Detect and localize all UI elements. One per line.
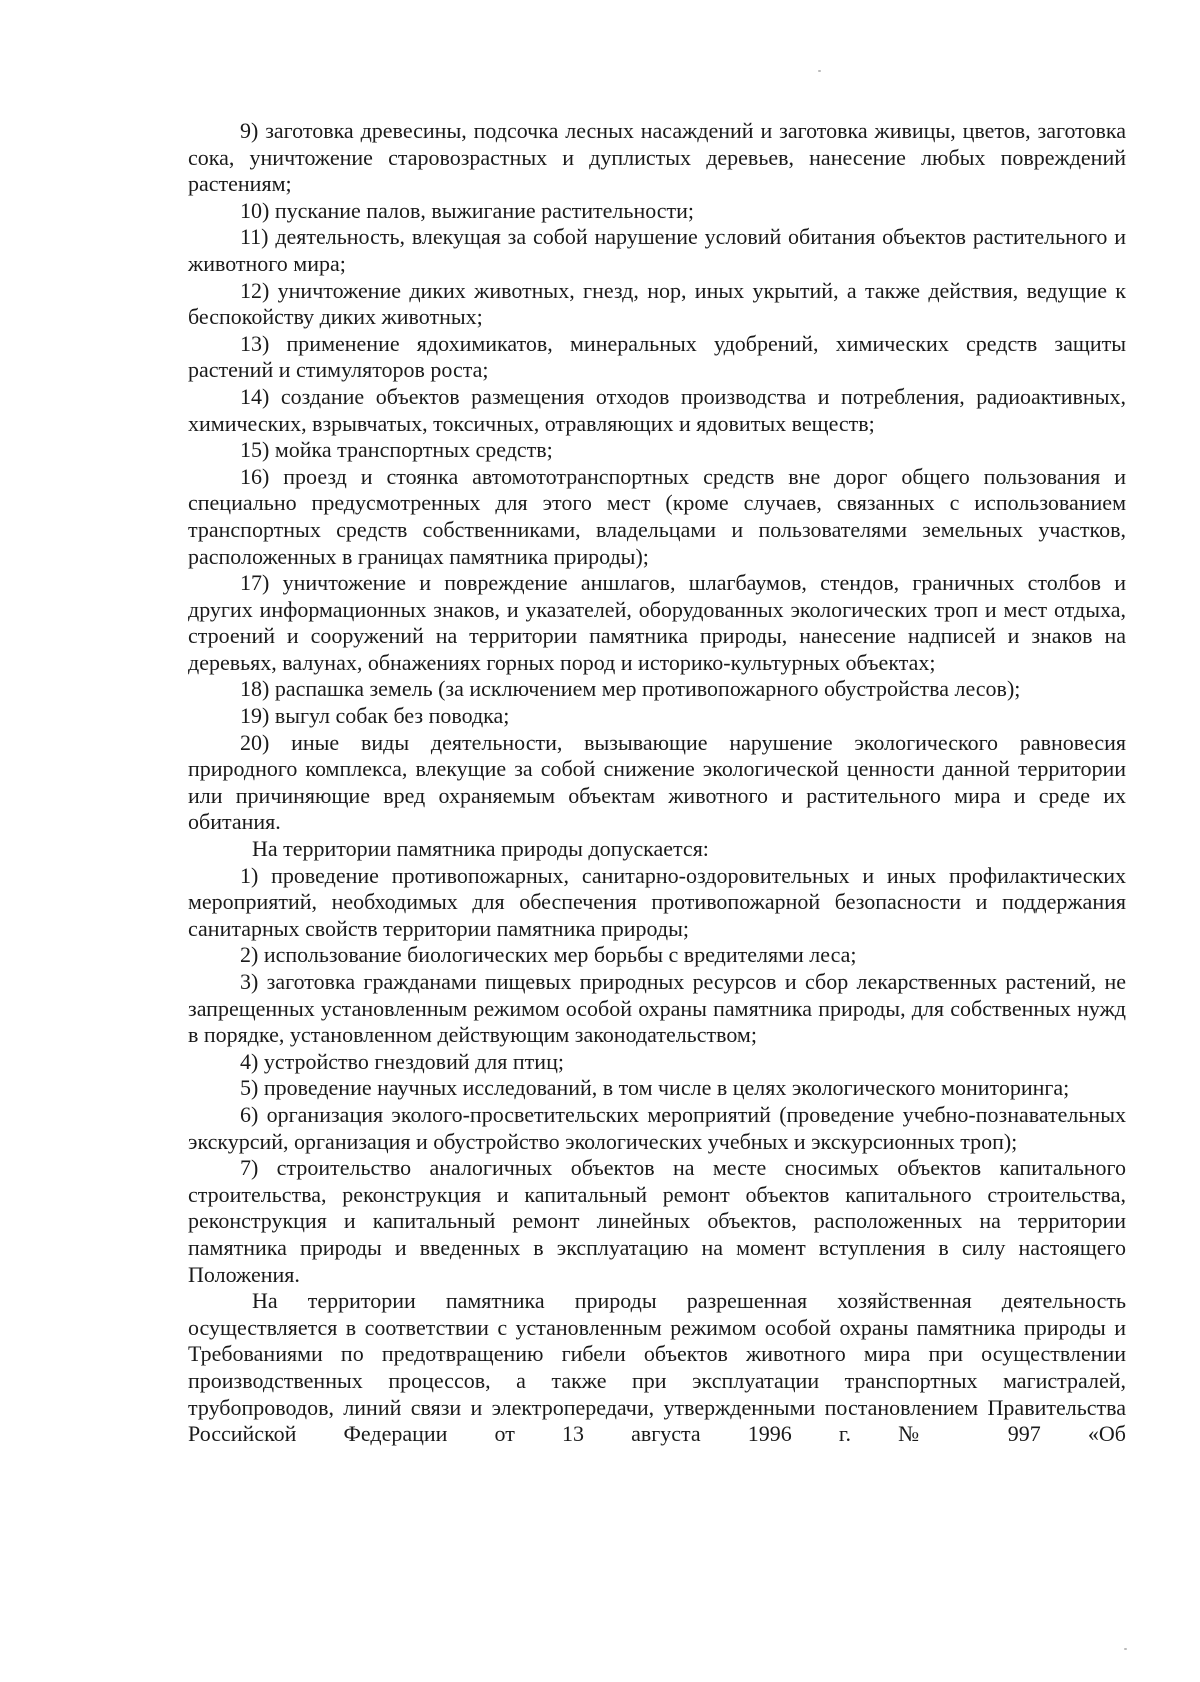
prohibition-item-11: 11) деятельность, влекущая за собой нарушение условий обитания объектов растительного и животного мира;: [188, 224, 1126, 276]
permitted-item-3: 3) заготовка гражданами пищевых природных ресурсов и сбор лекарственных растений, не запрещенных установленным режимом особой охраны памятника природы, для собственных нужд в порядке, установленном действующим законодательством;: [188, 969, 1126, 1048]
permitted-item-7: 7) строительство аналогичных объектов на месте сносимых объектов капитального строительства, реконструкция и капитальный ремонт объектов капитального строительства, реконструкция и капитальный ремонт линейных объектов, расположенных на территории памятника природы и введенных в эксплуатацию на момент вступления в силу настоящего Положения.: [188, 1155, 1126, 1287]
document-page: [188, 118, 1126, 1448]
permitted-heading: На территории памятника природы допускается:: [252, 836, 709, 862]
prohibition-item-12: 12) уничтожение диких животных, гнезд, нор, иных укрытий, а также действия, ведущие к беспокойству диких животных;: [188, 277, 1126, 330]
prohibition-item-17: 17) уничтожение и повреждение аншлагов, шлагбаумов, стендов, граничных столбов и других информационных знаков, и указателей, оборудованных экологических троп и мест отдыха, строений и сооружений на территории памятника природы, нанесение надписей и знаков на деревьях, валунах, обнажениях горных пород и историко-культурных объектах;: [188, 570, 1126, 675]
permitted-item-4: 4) устройство гнездовий для птиц;: [240, 1048, 564, 1074]
scan-speck: [818, 70, 821, 72]
prohibition-item-19: 19) выгул собак без поводка;: [240, 703, 510, 729]
prohibition-item-18: 18) распашка земель (за исключением мер противопожарного обустройства лесов);: [240, 676, 1021, 702]
prohibition-item-16: 16) проезд и стоянка автомототранспортных средств вне дорог общего пользования и специально предусмотренных для этого мест (кроме случаев, связанных с использованием транспортных средств собственниками, владельцами и пользователями земельных участков, расположенных в границах памятника природы);: [188, 463, 1126, 569]
economic-activity-paragraph: На территории памятника природы разрешенная хозяйственная деятельность осуществляется в соответствии с установленным режимом особой охраны памятника природы и Требованиями по предотвращению гибели объектов животного мира при осуществлении производственных процессов, а также при эксплуатации транспортных магистралей, трубопроводов, линий связи и электропередачи, утвержденными постановлением Правительства Российской Федерации от 13 августа 1996 г. № 997 «Об: [188, 1288, 1126, 1447]
permitted-item-6: 6) организация эколого-просветительских мероприятий (проведение учебно-познавательных экскурсий, организация и обустройство экологических учебных и экскурсионных троп);: [188, 1101, 1126, 1154]
prohibition-item-9: 9) заготовка древесины, подсочка лесных насаждений и заготовка живицы, цветов, заготовка сока, уничтожение старовозрастных и дуплистых деревьев, нанесение любых повреждений растениям;: [188, 118, 1126, 197]
prohibition-item-13: 13) применение ядохимикатов, минеральных удобрений, химических средств защиты растений и стимуляторов роста;: [188, 330, 1126, 383]
permitted-item-5: 5) проведение научных исследований, в том числе в целях экологического мониторинга;: [240, 1075, 1070, 1101]
prohibition-item-14: 14) создание объектов размещения отходов производства и потребления, радиоактивных, химических, взрывчатых, токсичных, отравляющих и ядовитых веществ;: [188, 383, 1126, 436]
prohibition-item-15: 15) мойка транспортных средств;: [240, 437, 553, 463]
permitted-item-2: 2) использование биологических мер борьбы с вредителями леса;: [240, 942, 857, 968]
scan-speck: [1124, 1648, 1127, 1650]
permitted-item-1: 1) проведение противопожарных, санитарно-оздоровительных и иных профилактических мероприятий, необходимых для обеспечения противопожарной безопасности и поддержания санитарных свойств территории памятника природы;: [188, 862, 1126, 941]
prohibition-item-20: 20) иные виды деятельности, вызывающие нарушение экологического равновесия природного комплекса, влекущие за собой снижение экологической ценности данной территории или причиняющие вред охраняемым объектам животного и растительного мира и среде их обитания.: [188, 729, 1126, 835]
prohibition-item-10: 10) пускание палов, выжигание растительности;: [240, 197, 695, 223]
